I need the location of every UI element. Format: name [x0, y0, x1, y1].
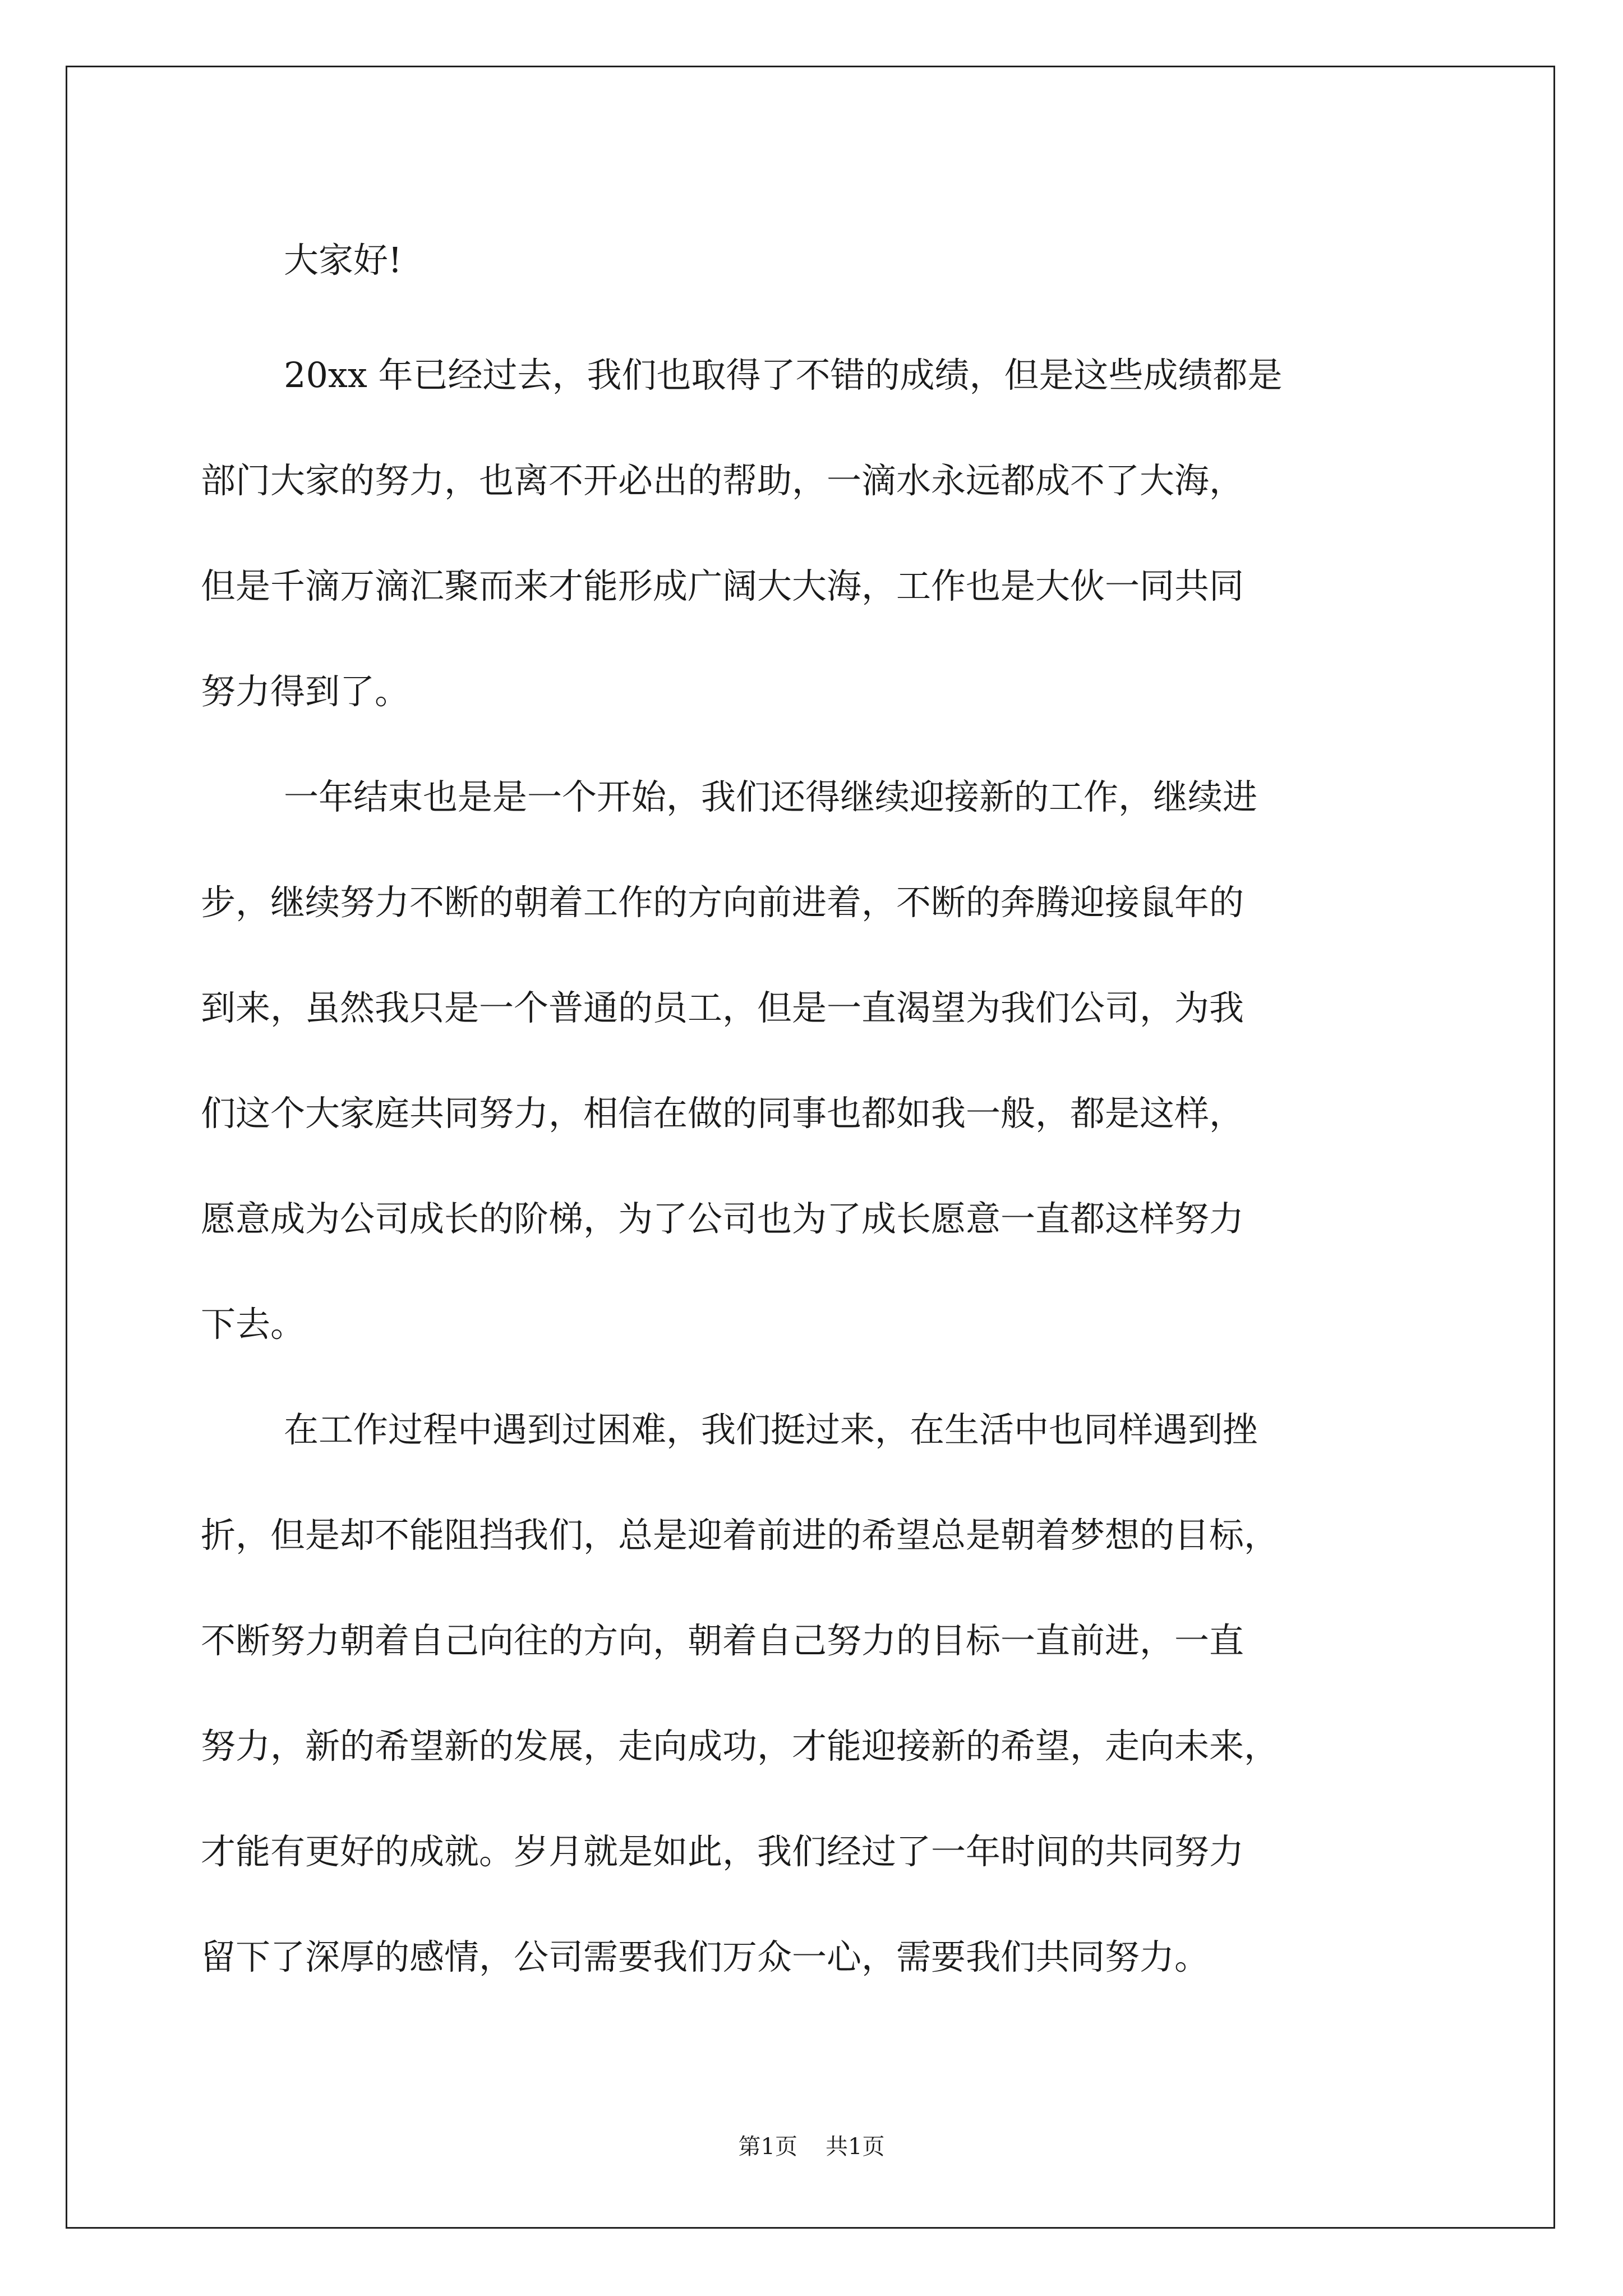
page-footer: [0, 2129, 1623, 2161]
paragraph-line: 步，继续努力不断的朝着工作的方向前进着，不断的奔腾迎接鼠年的: [201, 882, 1244, 923]
paragraph-line: 部门大家的努力，也离不开必出的帮助，一滴水永远都成不了大海，: [201, 460, 1244, 501]
greeting-line: 大家好!: [284, 240, 402, 280]
paragraph-line: 在工作过程中遇到过困难，我们挺过来，在生活中也同样遇到挫: [284, 1409, 1258, 1450]
paragraph-line: 一年结束也是是一个开始，我们还得继续迎接新的工作，继续进: [284, 776, 1258, 817]
paragraph-line: 留下了深厚的感情，公司需要我们万众一心，需要我们共同努力。: [201, 1936, 1210, 1977]
paragraph-line: 努力，新的希望新的发展，走向成功，才能迎接新的希望，走向未来，: [201, 1726, 1279, 1766]
paragraph-line: 下去。: [201, 1304, 306, 1345]
paragraph-line: 折，但是却不能阻挡我们，总是迎着前进的希望总是朝着梦想的目标，: [201, 1515, 1279, 1556]
page-number: 第1页: [738, 2134, 797, 2160]
page-total: 共1页: [826, 2134, 885, 2160]
paragraph-line: 到来，虽然我只是一个普通的员工，但是一直渴望为我们公司，为我: [201, 987, 1244, 1028]
paragraph-line: 愿意成为公司成长的阶梯，为了公司也为了成长愿意一直都这样努力: [201, 1198, 1244, 1239]
paragraph-line: 们这个大家庭共同努力，相信在做的同事也都如我一般，都是这样，: [201, 1093, 1244, 1134]
paragraph-line: 不断努力朝着自己向往的方向，朝着自己努力的目标一直前进，一直: [201, 1620, 1244, 1661]
paragraph-line: 才能有更好的成就。岁月就是如此，我们经过了一年时间的共同努力: [201, 1831, 1244, 1872]
paragraph-line: 20xx 年已经过去，我们也取得了不错的成绩，但是这些成绩都是: [284, 355, 1283, 395]
paragraph-line: 努力得到了。: [201, 671, 410, 712]
paragraph-line: 但是千滴万滴汇聚而来才能形成广阔大大海，工作也是大伙一同共同: [201, 565, 1244, 606]
document-body: [201, 208, 1435, 2010]
